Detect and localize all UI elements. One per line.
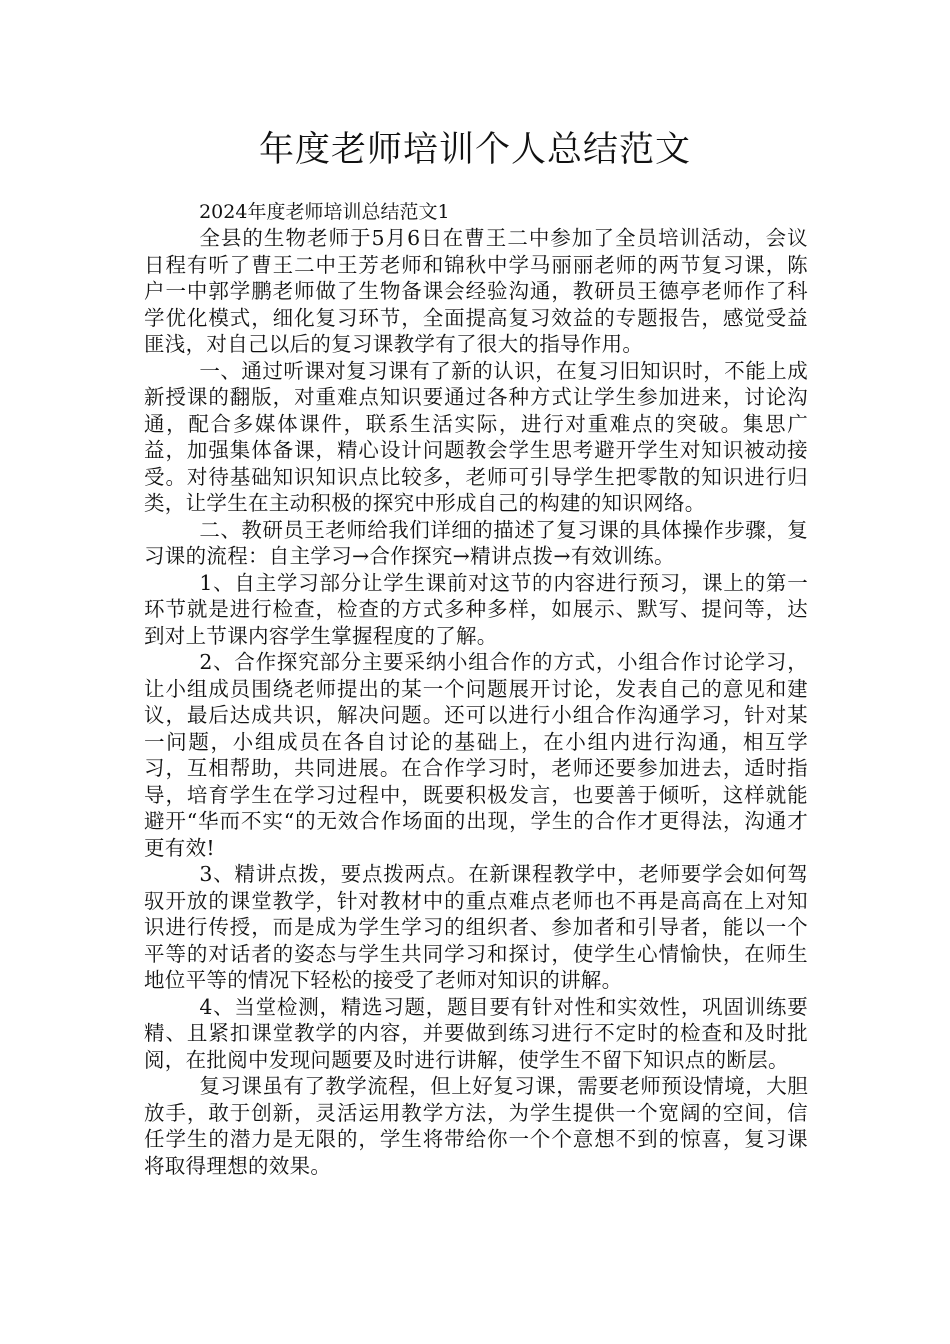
paragraph-step-3: 3、精讲点拨，要点拨两点。在新课程教学中，老师要学会如何驾驭开放的课堂教学，针对教材中的重点难点老师也不再是高高在上对知识进行传授，而是成为学生学习的组织者、参加者和引导者，能以一个平等的对话者的姿态与学生共同学习和探讨，使学生心情愉快，在师生地位平等的情况下轻松的接受了老师对知识的讲解。 <box>144 862 808 992</box>
document-title: 年度老师培训个人总结范文 <box>258 130 691 170</box>
paragraph-step-2: 2、合作探究部分主要采纳小组合作的方式，小组合作讨论学习，让小组成员围绕老师提出的某一个问题展开讨论，发表自己的意见和建议，最后达成共识，解决问题。还可以进行小组合作沟通学习，针对某一问题，小组成员在各自讨论的基础上，在小组内进行沟通，相互学习，互相帮助，共同进展。在合作学习时，老师还要参加进去，适时指导，培育学生在学习过程中，既要积极发言，也要善于倾听，这样就能避开“华而不实“的无效合作场面的出现，学生的合作才更得法，沟通才更有效! <box>144 650 808 860</box>
paragraph-step-1: 1、自主学习部分让学生课前对这节的内容进行预习，课上的第一环节就是进行检查，检查的方式多种多样，如展示、默写、提问等，达到对上节课内容学生掌握程度的了解。 <box>144 570 808 648</box>
paragraph-step-4: 4、当堂检测，精选习题，题目要有针对性和实效性，巩固训练要精、且紧扣课堂教学的内容，并要做到练习进行不定时的检查和及时批阅，在批阅中发现问题要及时进行讲解，使学生不留下知识点的断层。 <box>144 994 808 1072</box>
paragraph-intro: 全县的生物老师于5月6日在曹王二中参加了全员培训活动，会议日程有听了曹王二中王芳老师和锦秋中学马丽丽老师的两节复习课，陈户一中郭学鹏老师做了生物备课会经验沟通，教研员王德亭老师作了科学优化模式，细化复习环节，全面提高复习效益的专题报告，感觉受益匪浅，对自己以后的复习课教学有了很大的指导作用。 <box>144 226 808 356</box>
paragraph-section-1: 一、通过听课对复习课有了新的认识，在复习旧知识时，不能上成新授课的翻版，对重难点知识要通过各种方式让学生参加进来，讨论沟通，配合多媒体课件，联系生活实际，进行对重难点的突破。集思广益，加强集体备课，精心设计问题教会学生思考避开学生对知识被动接受。对待基础知识知识点比较多，老师可引导学生把零散的知识进行归类，让学生在主动积极的探究中形成自己的构建的知识网络。 <box>144 358 808 515</box>
paragraph-conclusion: 复习课虽有了教学流程，但上好复习课，需要老师预设情境，大胆放手，敢于创新，灵活运用教学方法，为学生提供一个宽阔的空间，信任学生的潜力是无限的，学生将带给你一个个意想不到的惊喜，复习课将取得理想的效果。 <box>144 1074 808 1178</box>
paragraph-section-2: 二、教研员王老师给我们详细的描述了复习课的具体操作步骤，复习课的流程：自主学习→合作探究→精讲点拨→有效训练。 <box>144 517 808 568</box>
document-body <box>144 199 808 1179</box>
document-subtitle: 2024年度老师培训总结范文1 <box>199 201 450 223</box>
